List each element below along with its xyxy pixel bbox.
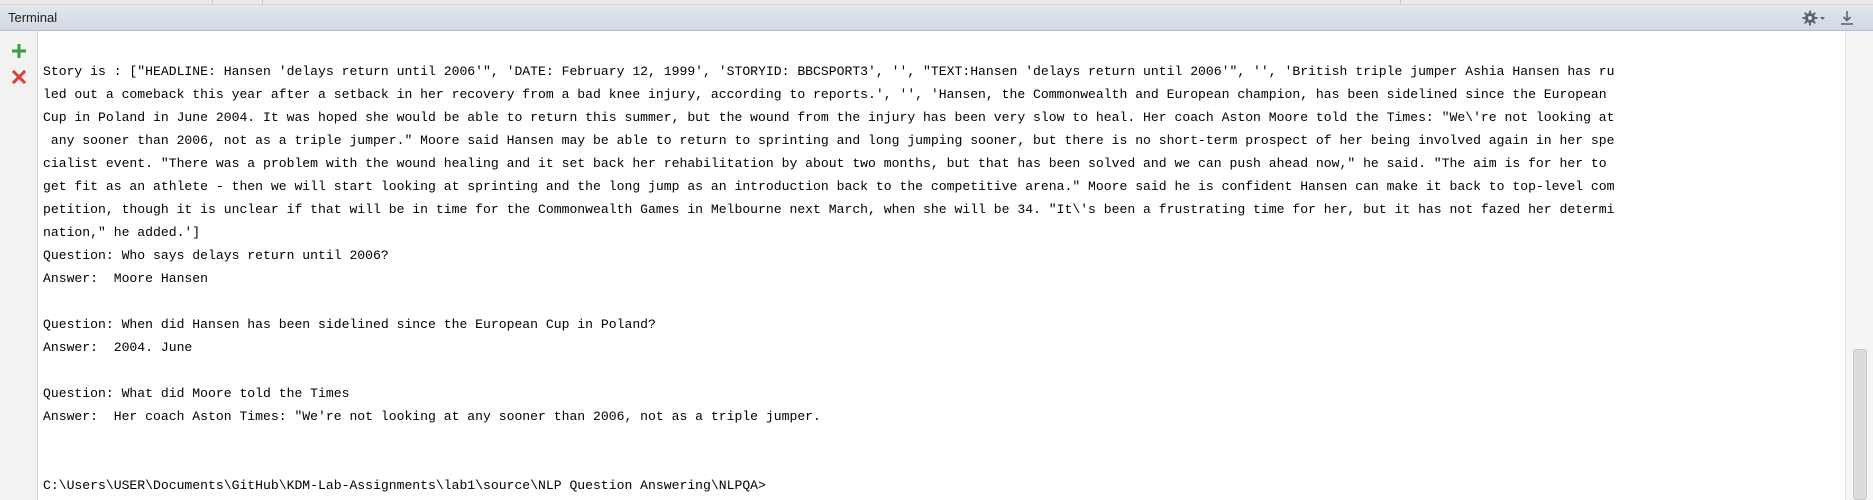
- panel-title: Terminal: [8, 10, 58, 25]
- terminal-output-area[interactable]: [38, 31, 1845, 500]
- plus-icon[interactable]: [9, 41, 29, 61]
- hide-panel-icon[interactable]: [1837, 8, 1857, 28]
- terminal-line: [43, 428, 1843, 451]
- terminal-line: Question: When did Hansen has been sidelined since the European Cup in Poland?: [43, 317, 656, 332]
- vertical-scrollbar[interactable]: [1845, 31, 1873, 500]
- terminal-line: any sooner than 2006, not as a triple jumper." Moore said Hansen may be able to return to sprinting and long jumping sooner, but there is no short-term prospect of her being involved again in her spe: [43, 133, 1615, 148]
- gear-icon[interactable]: [1801, 8, 1827, 28]
- terminal-prompt[interactable]: C:\Users\USER\Documents\GitHub\KDM-Lab-Assignments\lab1\source\NLP Question Answering\NLPQA>: [43, 478, 766, 493]
- terminal-line: cialist event. "There was a problem with the wound healing and it set back her rehabilitation by about two months, but that has been solved and we can push ahead now," he said. "The aim is for her to: [43, 156, 1607, 171]
- terminal-line: Question: Who says delays return until 2006?: [43, 248, 389, 263]
- terminal-toolbar: [0, 31, 38, 500]
- terminal-line: petition, though it is unclear if that will be in time for the Commonwealth Games in Melbourne next March, when she will be 34. "It\'s been a frustrating time for her, but it has not fazed her determi: [43, 202, 1615, 217]
- terminal-line: Cup in Poland in June 2004. It was hoped she would be able to return this summer, but the wound from the injury has been very slow to heal. Her coach Aston Moore told the Times: "We\'re not looking at: [43, 110, 1615, 125]
- tab-separator: [1400, 0, 1401, 4]
- terminal-line: Answer: 2004. June: [43, 340, 193, 355]
- terminal-line: Story is : ["HEADLINE: Hansen 'delays return until 2006'", 'DATE: February 12, 1999', 'STORYID: BBCSPORT3', '', "TEXT:Hansen 'delays return until 2006'", '', 'British triple jumper Ashia Hansen has ru: [43, 64, 1615, 79]
- scrollbar-thumb[interactable]: [1853, 349, 1867, 500]
- terminal-line: get fit as an athlete - then we will start looking at sprinting and the long jump as an introduction back to the competitive arena." Moore said he is confident Hansen can make it back to top-level com: [43, 179, 1615, 194]
- terminal-line: led out a comeback this year after a setback in her recovery from a bad knee injury, according to reports.', '', 'Hansen, the Commonwealth and European champion, has been sidelined since the European: [43, 87, 1607, 102]
- terminal-line: nation," he added.']: [43, 225, 201, 240]
- terminal-line: Answer: Moore Hansen: [43, 271, 209, 286]
- close-icon[interactable]: [9, 67, 29, 87]
- terminal-line: [43, 451, 1843, 474]
- terminal-line: [43, 290, 1843, 313]
- terminal-line: Answer: Her coach Aston Times: "We're not looking at any sooner than 2006, not as a triple jumper.: [43, 409, 821, 424]
- tab-separator: [262, 0, 263, 4]
- terminal-output: [43, 60, 1843, 497]
- terminal-line: Question: What did Moore told the Times: [43, 386, 350, 401]
- tab-separator: [212, 0, 213, 4]
- terminal-title-bar: [0, 5, 1873, 31]
- terminal-line: [43, 359, 1843, 382]
